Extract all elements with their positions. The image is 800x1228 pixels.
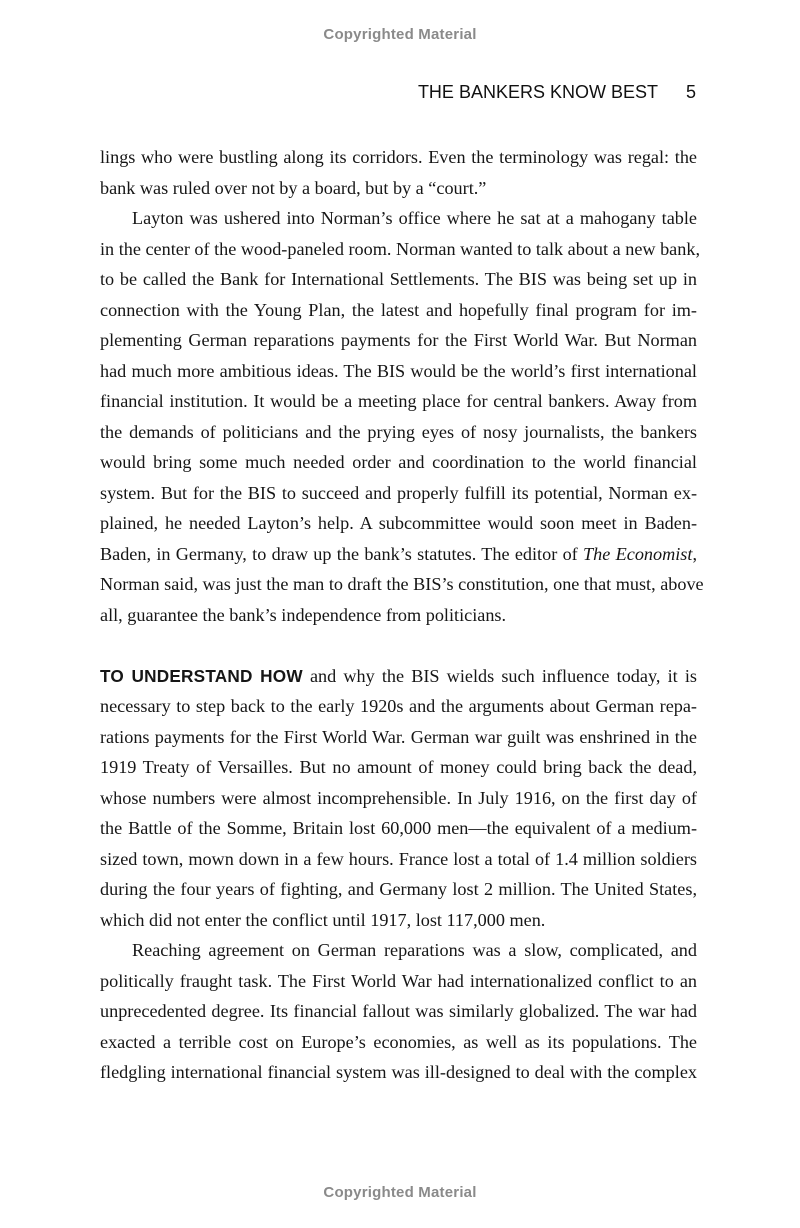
text-line: to be called the Bank for International Settlements. The BIS was being set up in	[100, 269, 697, 289]
text-line: bank was ruled over not by a board, but by a “court.”	[100, 177, 487, 198]
text-line: had much more ambitious ideas. The BIS would be the world’s first international	[100, 360, 697, 381]
text-line: fledgling international financial system was ill-designed to deal with the complex	[100, 1062, 697, 1082]
copyright-watermark-top: Copyrighted Material	[323, 26, 477, 43]
text-line: connection with the Young Plan, the latest and hopefully final program for im-	[100, 299, 697, 320]
section-break	[100, 630, 697, 661]
text-line: rations payments for the First World War. German war guilt was enshrined in the	[100, 726, 697, 747]
text-line: which did not enter the conflict until 1917, lost 117,000 men.	[100, 909, 546, 930]
paragraph	[100, 203, 704, 630]
text-line	[100, 539, 697, 570]
text-segment: ,	[692, 543, 697, 564]
publication-title: The Economist	[583, 543, 693, 564]
running-head	[418, 82, 696, 103]
paragraph-section-start	[100, 661, 697, 936]
text-segment: and why the BIS wields such influence today, it is	[302, 665, 697, 686]
page-number: 5	[685, 82, 696, 102]
text-line: necessary to step back to the early 1920s and the arguments about German repa-	[100, 696, 697, 716]
text-line: system. But for the BIS to succeed and properly fulfill its potential, Norman ex-	[100, 482, 697, 503]
text-line: financial institution. It would be a meeting place for central bankers. Away from	[100, 391, 697, 411]
running-head-title: THE BANKERS KNOW BEST	[417, 82, 658, 102]
text-line: plained, he needed Layton’s help. A subcommittee would soon meet in Baden-	[100, 513, 697, 533]
text-line: 1919 Treaty of Versailles. But no amount of money could bring back the dead,	[100, 757, 697, 777]
text-line: would bring some much needed order and coordination to the world financial	[100, 452, 697, 472]
text-segment: Baden, in Germany, to draw up the bank’s statutes. The editor of	[100, 543, 584, 564]
text-line: lings who were bustling along its corridors. Even the terminology was regal: the	[100, 147, 697, 167]
text-line: unprecedented degree. Its financial fallout was similarly globalized. The war had	[100, 1001, 697, 1021]
text-line: plementing German reparations payments for the First World War. But Norman	[100, 330, 697, 350]
text-line: the demands of politicians and the prying eyes of nosy journalists, the bankers	[100, 421, 697, 442]
copyright-watermark-bottom: Copyrighted Material	[323, 1184, 477, 1201]
text-line: Layton was ushered into Norman’s office where he sat at a mahogany table	[132, 208, 697, 228]
text-line: all, guarantee the bank’s independence from politicians.	[100, 604, 507, 625]
text-line: sized town, mown down in a few hours. France lost a total of 1.4 million soldiers	[100, 848, 697, 869]
text-line: exacted a terrible cost on Europe’s economies, as well as its populations. The	[100, 1031, 697, 1052]
run-in-heading: TO UNDERSTAND HOW	[100, 665, 303, 686]
paragraph-continued	[100, 142, 697, 203]
text-line: whose numbers were almost incomprehensible. In July 1916, on the first day of	[100, 787, 697, 808]
text-line: Norman said, was just the man to draft the BIS’s constitution, one that must, above	[100, 574, 704, 594]
text-line: politically fraught task. The First World War had internationalized conflict to an	[100, 970, 697, 991]
text-line: in the center of the wood-paneled room. Norman wanted to talk about a new bank,	[100, 238, 700, 259]
text-line	[100, 661, 697, 692]
text-line: Reaching agreement on German reparations was a slow, complicated, and	[132, 940, 697, 960]
text-line: during the four years of fighting, and Germany lost 2 million. The United States,	[100, 879, 697, 899]
text-line: the Battle of the Somme, Britain lost 60,000 men—the equivalent of a medium-	[100, 818, 697, 838]
paragraph	[100, 935, 697, 1088]
body-text	[100, 142, 704, 1088]
